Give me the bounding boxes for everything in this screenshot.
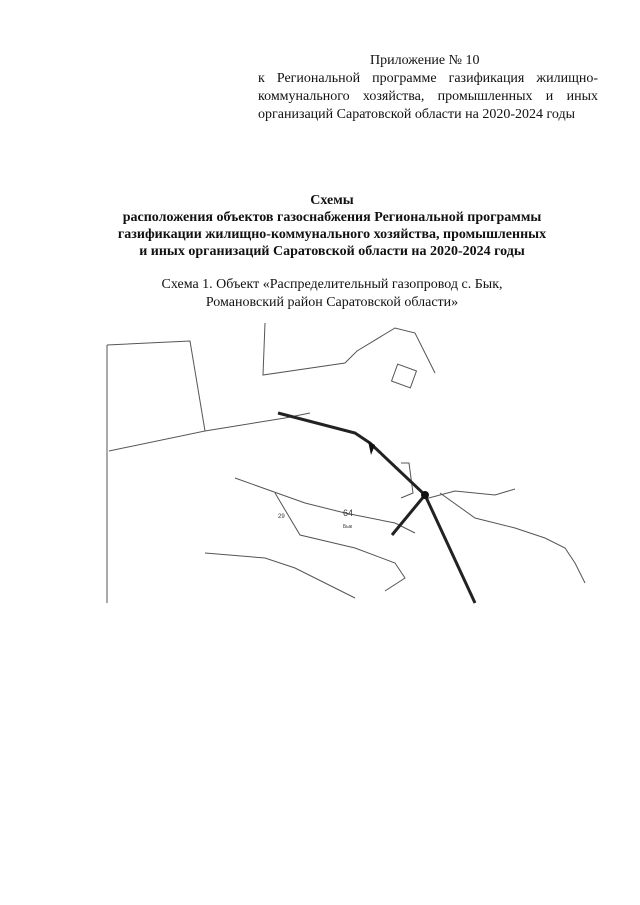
pipeline-node bbox=[421, 491, 429, 499]
building-outline bbox=[392, 364, 417, 388]
parcel-boundary-left bbox=[107, 341, 205, 451]
title-line-3: газификации жилищно-коммунального хозяйства, промышленных bbox=[117, 227, 547, 242]
scheme-caption bbox=[110, 276, 554, 312]
scheme-map bbox=[95, 323, 595, 613]
scheme-caption-line-2: Романовский район Саратовской области» bbox=[205, 295, 459, 310]
parcel-boundaries bbox=[107, 323, 585, 603]
document-title bbox=[90, 192, 574, 260]
parcel-boundary-right bbox=[440, 493, 585, 583]
appendix-header bbox=[258, 52, 598, 124]
parcel-boundary-road bbox=[235, 478, 415, 533]
scheme-caption-line-1: Схема 1. Объект «Распределительный газопровод с. Бык, bbox=[161, 277, 503, 292]
appendix-line-3: организаций Саратовской области на 2020-2024 годы bbox=[258, 107, 576, 122]
parcel-boundary-lower bbox=[275, 493, 405, 591]
parcel-64-label: 64 bbox=[343, 508, 354, 518]
appendix-line-2: коммунального хозяйства, промышленных и иных bbox=[258, 89, 598, 104]
parcel-boundary-south bbox=[205, 553, 355, 598]
title-line-2: расположения объектов газоснабжения Региональной программы bbox=[122, 210, 542, 225]
settlement-label: Бык bbox=[343, 524, 353, 530]
title-line-1: Схемы bbox=[310, 193, 354, 208]
parcel-29-label: 29 bbox=[278, 514, 285, 520]
pipeline-branch bbox=[392, 495, 425, 535]
appendix-number: Приложение № 10 bbox=[370, 53, 480, 68]
parcel-boundary-east bbox=[425, 489, 515, 499]
appendix-line-1: к Региональной программе газификация жилищно- bbox=[258, 71, 598, 86]
parcel-boundary-top bbox=[263, 323, 435, 375]
title-line-4: и иных организаций Саратовской области на 2020-2024 годы bbox=[139, 244, 525, 259]
